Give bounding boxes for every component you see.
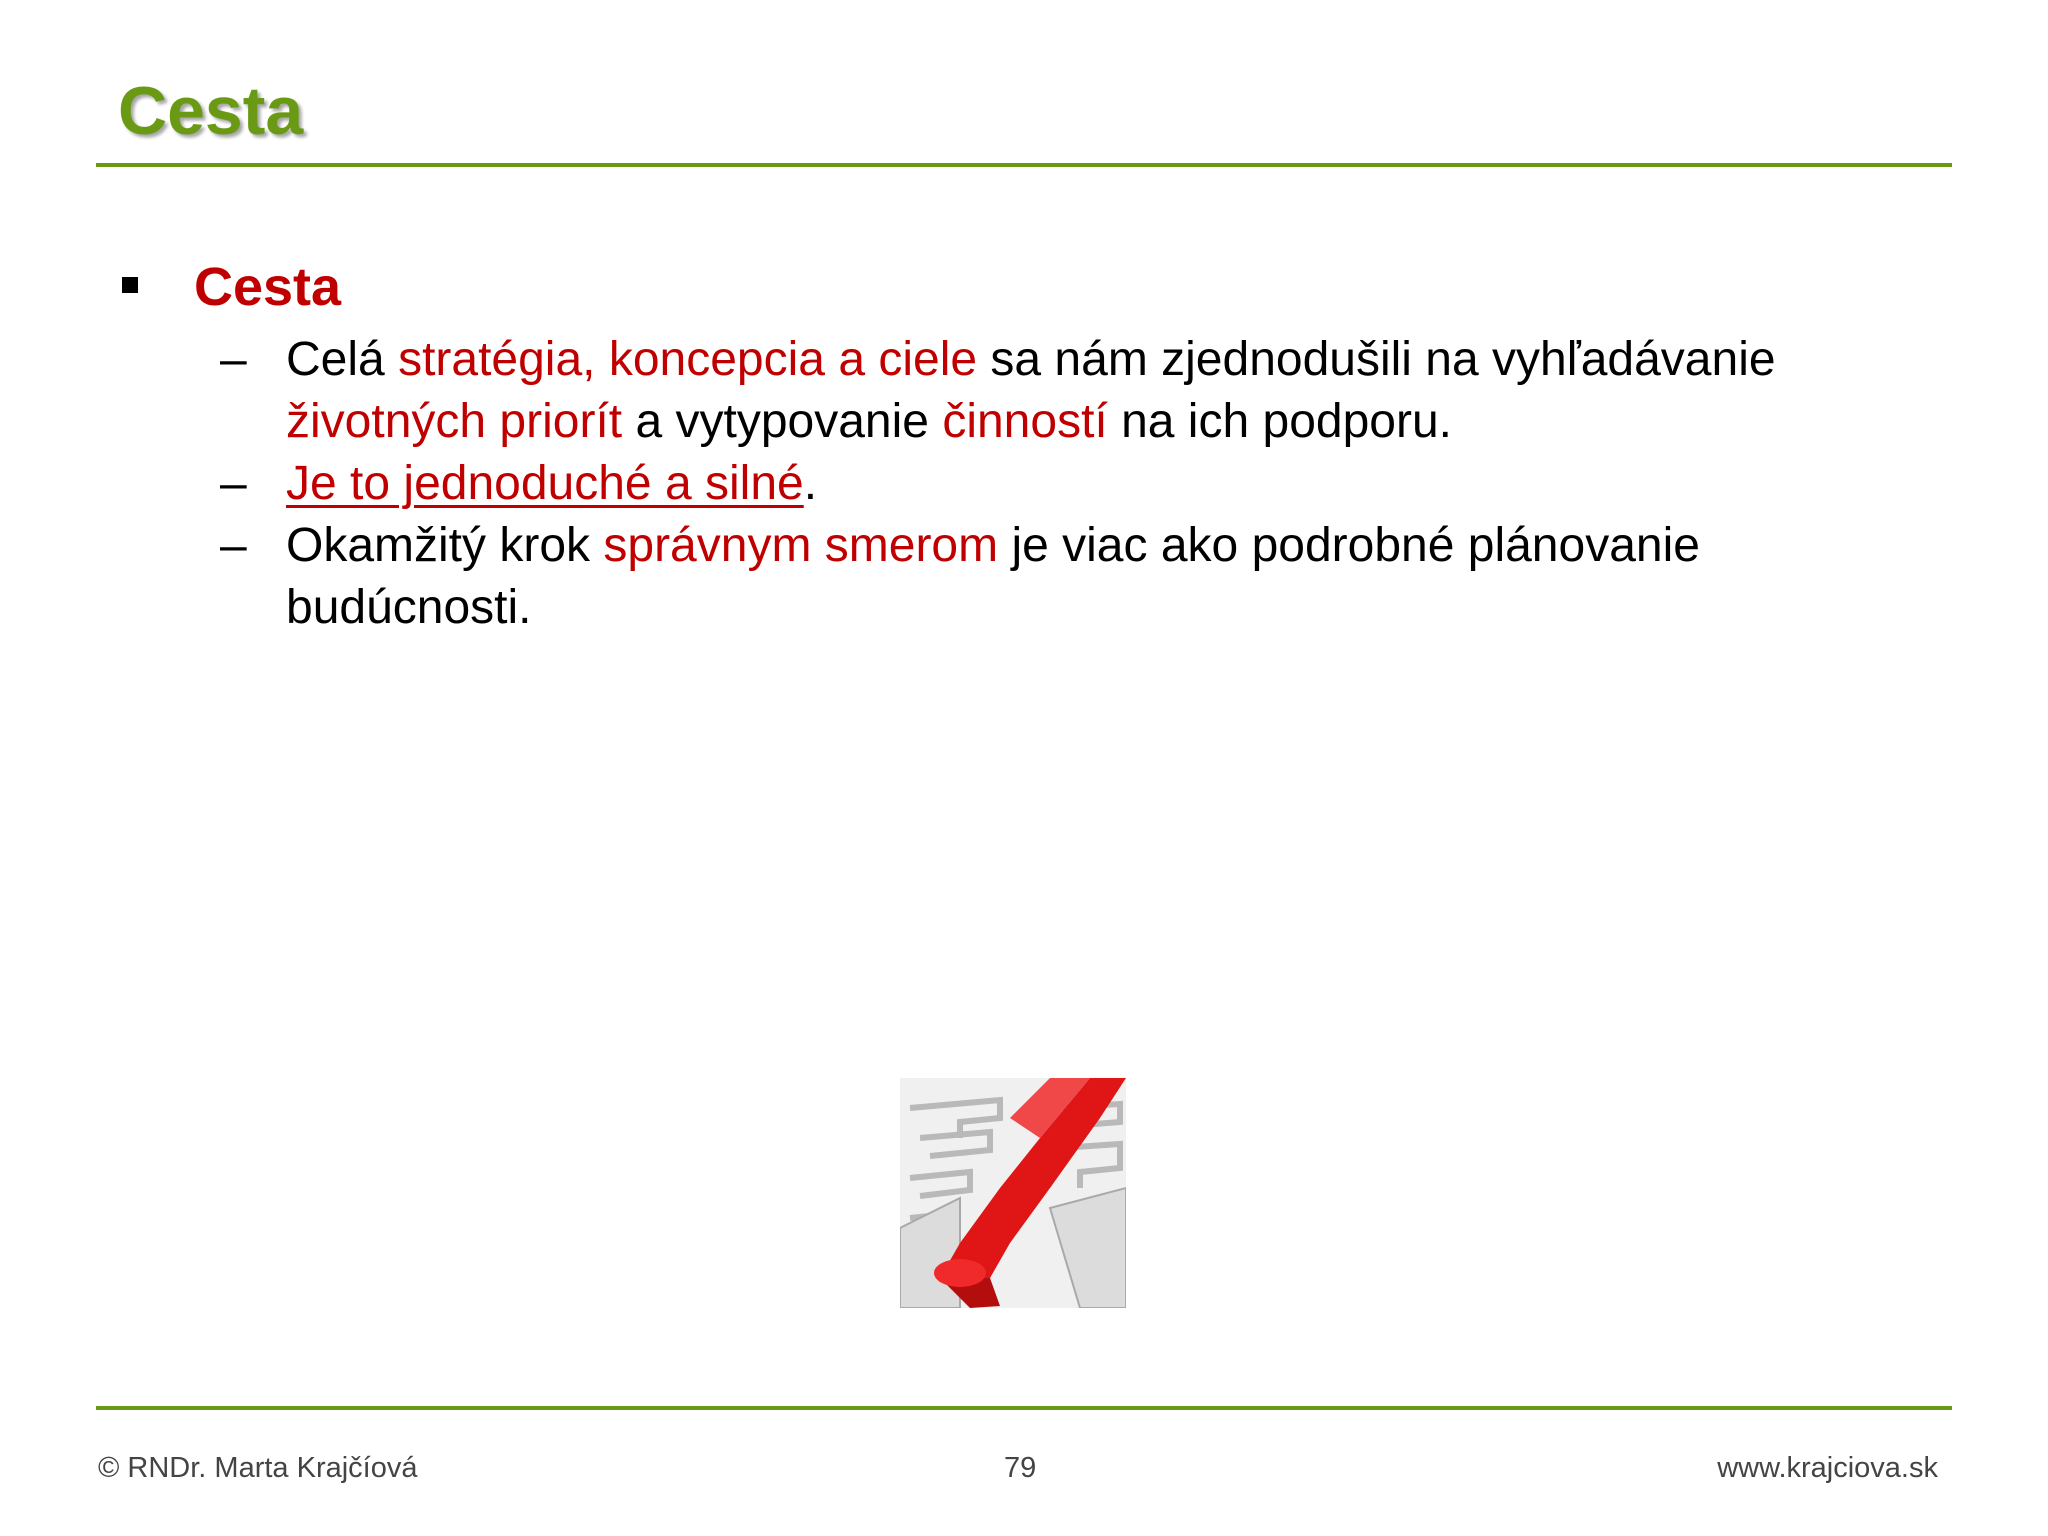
- text-segment: Okamžitý krok: [286, 519, 604, 572]
- sub-item-2: [118, 453, 1948, 515]
- footer-divider: [96, 1406, 1952, 1410]
- dash-icon: –: [220, 333, 247, 386]
- underlined-highlight: Je to jednoduché a silné: [286, 457, 804, 510]
- page-number: 79: [1004, 1452, 1037, 1484]
- highlight-segment: správnym smerom: [603, 519, 999, 572]
- sub-item-1: [118, 329, 1948, 453]
- text-segment: sa nám zjednodušili na vyhľadávanie: [977, 333, 1776, 386]
- title-divider: [96, 163, 1952, 167]
- footer-website: www.krajciova.sk: [1717, 1452, 1938, 1484]
- highlight-segment: stratégia, koncepcia a ciele: [398, 333, 978, 386]
- bullet-heading: Cesta: [194, 257, 342, 317]
- text-segment: Celá: [286, 333, 399, 386]
- text-segment: je viac ako podrobné plánovanie budúcnosti.: [286, 519, 1700, 634]
- maze-illustration: [900, 1078, 1126, 1308]
- text-segment: na ich podporu.: [1107, 395, 1452, 448]
- bullet-list: [118, 255, 1948, 639]
- dash-icon: –: [220, 519, 247, 572]
- maze-red-carpet-icon: [900, 1078, 1126, 1308]
- dash-icon: –: [220, 457, 247, 510]
- square-bullet-icon: [122, 277, 138, 293]
- highlight-segment: životných priorít: [286, 395, 623, 448]
- highlight-segment: činností: [942, 395, 1108, 448]
- text-segment: .: [803, 457, 818, 510]
- sub-item-3: [118, 515, 1948, 639]
- slide-title: Cesta: [118, 73, 304, 149]
- text-segment: a vytypovanie: [622, 395, 943, 448]
- footer-author: © RNDr. Marta Krajčíová: [98, 1452, 418, 1484]
- bullet-item: [118, 255, 1948, 329]
